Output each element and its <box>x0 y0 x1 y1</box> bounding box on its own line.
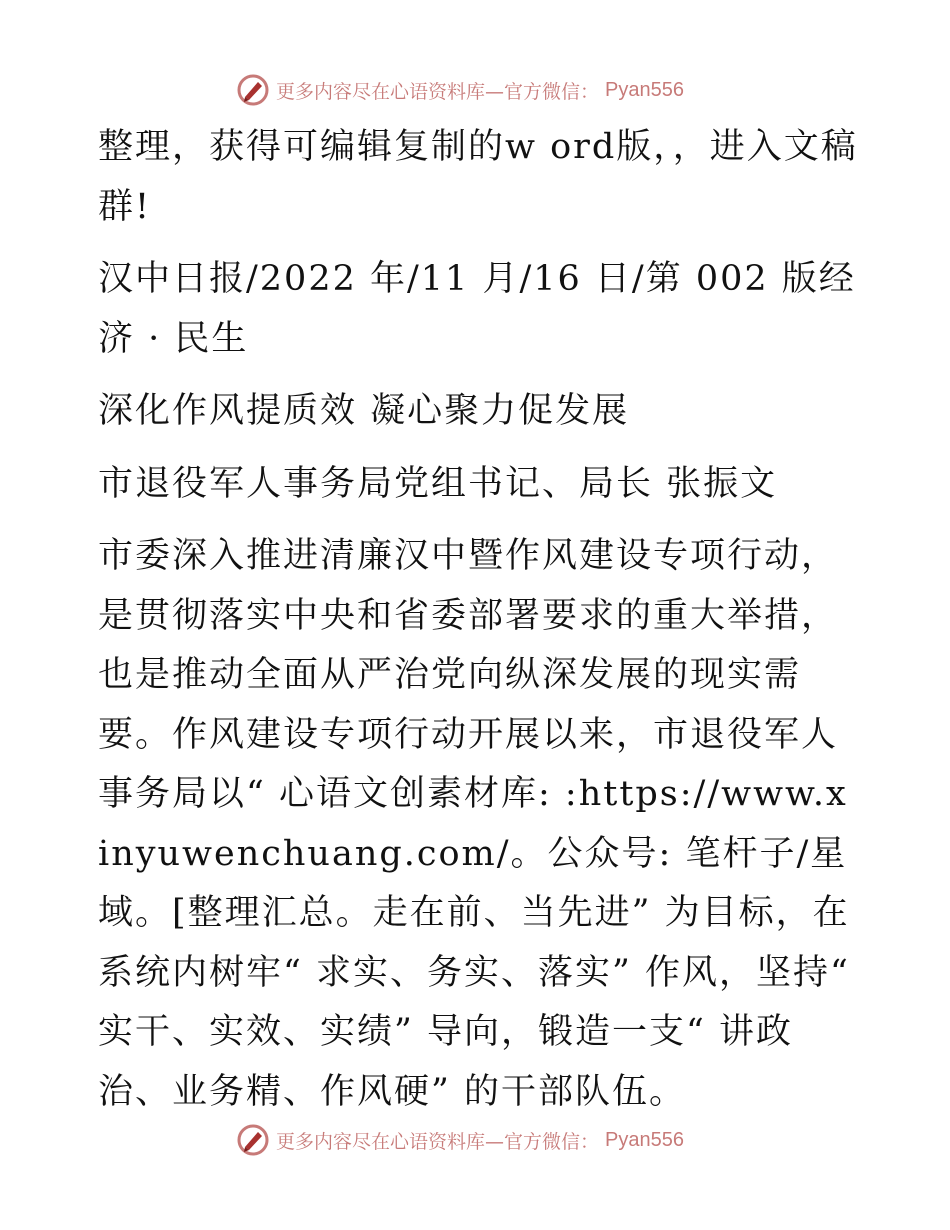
pen-logo-icon <box>236 1123 270 1157</box>
watermark-wechat-id: Pyan556 <box>605 78 684 101</box>
article-title: 深化作风提质效 凝心聚力促发展 <box>98 391 630 431</box>
watermark-wechat-id: Pyan556 <box>605 1128 684 1151</box>
paragraph-intro: 整理，获得可编辑复制的w ord版，，进入文稿群! <box>98 127 858 227</box>
paragraph-source: 汉中日报/2022 年/11 月/16 日/第 002 版经济 · 民生 <box>98 259 856 359</box>
article-author: 市退役军人事务局党组书记、局长 张振文 <box>98 463 778 504</box>
article-paragraph: 市委深入推进清廉汉中暨作风建设专项行动，是贯彻落实中央和省委部署要求的重大举措，也是推动全面从严治党向纵深发展的现实需要。作风建设专项行动开展以来，市退役军人事务局以“ 心语文创素材库: :https://www.xinyuwenchuang.com/。公众号: 笔杆子/星域。[整理汇总。走在前、当先进” 为目标，在系统内树牢“ 求实、务实、落实” 作风，坚持“ 实干、实效、实绩” 导向，锻造一支“ 讲政治、业务精、作风硬” 的干部队伍。 <box>98 536 850 1112</box>
watermark-text: 更多内容尽在心语资料库—官方微信： <box>276 80 600 103</box>
document-body <box>98 118 858 1122</box>
watermark-text: 更多内容尽在心语资料库—官方微信： <box>276 1130 600 1153</box>
footer-watermark <box>0 1120 950 1160</box>
header-watermark <box>0 70 950 110</box>
watermark-group <box>236 1123 684 1157</box>
watermark-group <box>236 73 684 107</box>
pen-logo-icon <box>236 73 270 107</box>
